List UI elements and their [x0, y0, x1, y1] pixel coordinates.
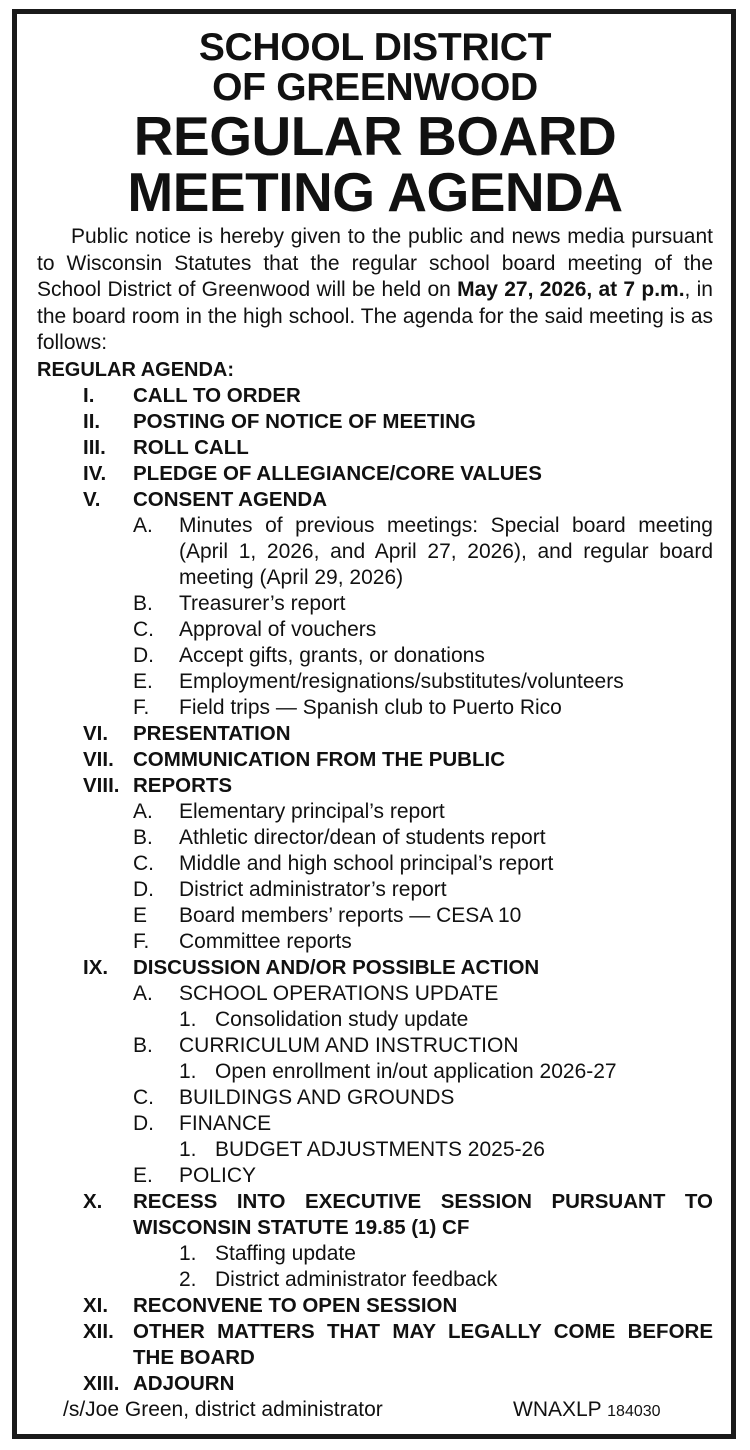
- subitem-letter: E.: [133, 669, 153, 693]
- agenda-subsubitem: [37, 1267, 713, 1293]
- agenda-subitem: [37, 903, 713, 929]
- subsubitem-label: Staffing update: [215, 1241, 356, 1265]
- agenda-subsubitem: [37, 1059, 713, 1085]
- publication-code-text: WNAXLP: [513, 1397, 602, 1421]
- item-number: II.: [83, 409, 101, 433]
- subitem-label: BUILDINGS AND GROUNDS: [179, 1085, 455, 1109]
- item-label: OTHER MATTERS THAT MAY LEGALLY COME BEFORE THE BOARD: [133, 1319, 713, 1369]
- subitem-label: Accept gifts, grants, or donations: [179, 643, 485, 667]
- subitem-label: Committee reports: [179, 929, 352, 953]
- subitem-label: Field trips — Spanish club to Puerto Rico: [179, 695, 562, 719]
- agenda-item: [37, 1189, 713, 1241]
- subitem-label: FINANCE: [179, 1111, 272, 1135]
- item-label: RECESS INTO EXECUTIVE SESSION PURSUANT TO WISCONSIN STATUTE 19.85 (1) CF: [133, 1189, 713, 1239]
- subitem-letter: F.: [133, 695, 150, 719]
- item-label: CONSENT AGENDA: [133, 487, 327, 511]
- subsubitem-number: 1.: [179, 1059, 197, 1083]
- agenda-subitem: [37, 695, 713, 721]
- district-name-line1: SCHOOL DISTRICT: [198, 26, 552, 69]
- agenda-item: [37, 955, 713, 981]
- agenda-subitem: [37, 617, 713, 643]
- subitem-label: Minutes of previous meetings: Special board meeting (April 1, 2026, and April 27, 2026), and regular board meeting (April 29, 2026): [179, 513, 713, 589]
- subitem-letter: F.: [133, 929, 150, 953]
- agenda-subitem: [37, 591, 713, 617]
- item-number: VI.: [83, 721, 109, 745]
- subitem-label: Elementary principal’s report: [179, 799, 445, 823]
- subitem-label: Approval of vouchers: [179, 617, 377, 641]
- agenda-item: [37, 435, 713, 461]
- subitem-letter: E.: [133, 1163, 153, 1187]
- item-label: ADJOURN: [133, 1371, 235, 1395]
- intro-paragraph: [37, 224, 713, 357]
- agenda-item: [37, 1319, 713, 1371]
- item-number: IV.: [83, 461, 107, 485]
- subitem-label: District administrator’s report: [179, 877, 447, 901]
- item-label: REPORTS: [133, 773, 233, 797]
- agenda-item: [37, 487, 713, 513]
- agenda-subitem: [37, 1085, 713, 1111]
- agenda-subsubitem: [37, 1137, 713, 1163]
- item-label: PRESENTATION: [133, 721, 291, 745]
- meeting-date: May 27, 2026, at 7 p.m.: [457, 278, 685, 301]
- subitem-letter: B.: [133, 1033, 153, 1057]
- item-label: COMMUNICATION FROM THE PUBLIC: [133, 747, 506, 771]
- subsubitem-number: 2.: [179, 1267, 197, 1291]
- agenda-subitem: [37, 851, 713, 877]
- subitem-letter: E: [133, 903, 148, 927]
- subitem-letter: C.: [133, 851, 154, 875]
- subitem-label: CURRICULUM AND INSTRUCTION: [179, 1033, 519, 1057]
- agenda-subitem: [37, 799, 713, 825]
- agenda-subitem: [37, 929, 713, 955]
- subsubitem-label: District administrator feedback: [215, 1267, 498, 1291]
- item-number: XII.: [83, 1319, 114, 1343]
- item-number: XI.: [83, 1293, 109, 1317]
- subsubitem-label: BUDGET ADJUSTMENTS 2025-26: [215, 1137, 545, 1161]
- district-name-line2: OF GREENWOOD: [212, 66, 538, 109]
- regular-agenda-heading: REGULAR AGENDA:: [37, 358, 235, 381]
- title-line1: REGULAR BOARD: [133, 105, 617, 167]
- item-label: ROLL CALL: [133, 435, 249, 459]
- subsubitem-number: 1.: [179, 1137, 197, 1161]
- subitem-letter: D.: [133, 643, 154, 667]
- subsubitem-label: Consolidation study update: [215, 1007, 469, 1031]
- subitem-letter: A.: [133, 513, 153, 537]
- subitem-letter: D.: [133, 877, 154, 901]
- agenda-item: [37, 747, 713, 773]
- item-number: VII.: [83, 747, 114, 771]
- agenda-item: [37, 409, 713, 435]
- item-number: I.: [83, 383, 95, 407]
- item-number: XIII.: [83, 1371, 120, 1395]
- title-line2: MEETING AGENDA: [127, 161, 623, 223]
- subitem-label: Board members’ reports — CESA 10: [179, 903, 522, 927]
- subitem-label: Middle and high school principal’s report: [179, 851, 554, 875]
- signature-line: /s/Joe Green, district administrator: [63, 1397, 383, 1421]
- agenda-item: [37, 1293, 713, 1319]
- agenda-subitem: [37, 643, 713, 669]
- item-label: DISCUSSION AND/OR POSSIBLE ACTION: [133, 955, 540, 979]
- intro-text-after: , in the board room in the high school. The agenda for the said meeting is as follows:: [37, 278, 713, 354]
- agenda-item: [37, 1371, 713, 1397]
- agenda-subitem: [37, 825, 713, 851]
- item-label: POSTING OF NOTICE OF MEETING: [133, 409, 476, 433]
- subsubitem-number: 1.: [179, 1007, 197, 1031]
- subsubitem-number: 1.: [179, 1241, 197, 1265]
- agenda-item: [37, 721, 713, 747]
- subitem-letter: C.: [133, 1085, 154, 1109]
- publication-code: [513, 1397, 661, 1425]
- agenda-subsubitem: [37, 1241, 713, 1267]
- agenda-item: [37, 383, 713, 409]
- item-number: X.: [83, 1189, 103, 1213]
- subitem-letter: A.: [133, 799, 153, 823]
- subitem-label: Employment/resignations/substitutes/volunteers: [179, 669, 624, 693]
- item-label: RECONVENE TO OPEN SESSION: [133, 1293, 458, 1317]
- agenda-subitem: [37, 1111, 713, 1137]
- agenda-item: [37, 461, 713, 487]
- item-label: CALL TO ORDER: [133, 383, 301, 407]
- agenda-list: [37, 383, 713, 1397]
- subitem-label: Treasurer’s report: [179, 591, 346, 615]
- subitem-letter: B.: [133, 591, 153, 615]
- agenda-subsubitem: [37, 1007, 713, 1033]
- publication-code-number: 184030: [607, 1402, 661, 1420]
- agenda-subitem: [37, 513, 713, 591]
- subsubitem-label: Open enrollment in/out application 2026-27: [215, 1059, 617, 1083]
- agenda-subitem: [37, 981, 713, 1007]
- item-number: VIII.: [83, 773, 120, 797]
- subitem-letter: B.: [133, 825, 153, 849]
- subitem-label: SCHOOL OPERATIONS UPDATE: [179, 981, 499, 1005]
- subitem-letter: C.: [133, 617, 154, 641]
- subitem-letter: D.: [133, 1111, 154, 1135]
- item-number: IX.: [83, 955, 109, 979]
- agenda-subitem: [37, 1163, 713, 1189]
- subitem-label: Athletic director/dean of students report: [179, 825, 546, 849]
- intro-text-before: Public notice is hereby given to the public and news media pursuant to Wisconsin Statutes that the regular school board meeting of the School District of Greenwood will be held on: [37, 225, 713, 301]
- agenda-subitem: [37, 669, 713, 695]
- notice-footer: [37, 1397, 713, 1423]
- notice-content: [37, 14, 713, 1423]
- agenda-subitem: [37, 1033, 713, 1059]
- agenda-subitem: [37, 877, 713, 903]
- subitem-letter: A.: [133, 981, 153, 1005]
- agenda-item: [37, 773, 713, 799]
- item-number: V.: [83, 487, 101, 511]
- item-label: PLEDGE OF ALLEGIANCE/CORE VALUES: [133, 461, 542, 485]
- item-number: III.: [83, 435, 106, 459]
- notice-frame: [12, 9, 736, 1439]
- subitem-label: POLICY: [179, 1163, 257, 1187]
